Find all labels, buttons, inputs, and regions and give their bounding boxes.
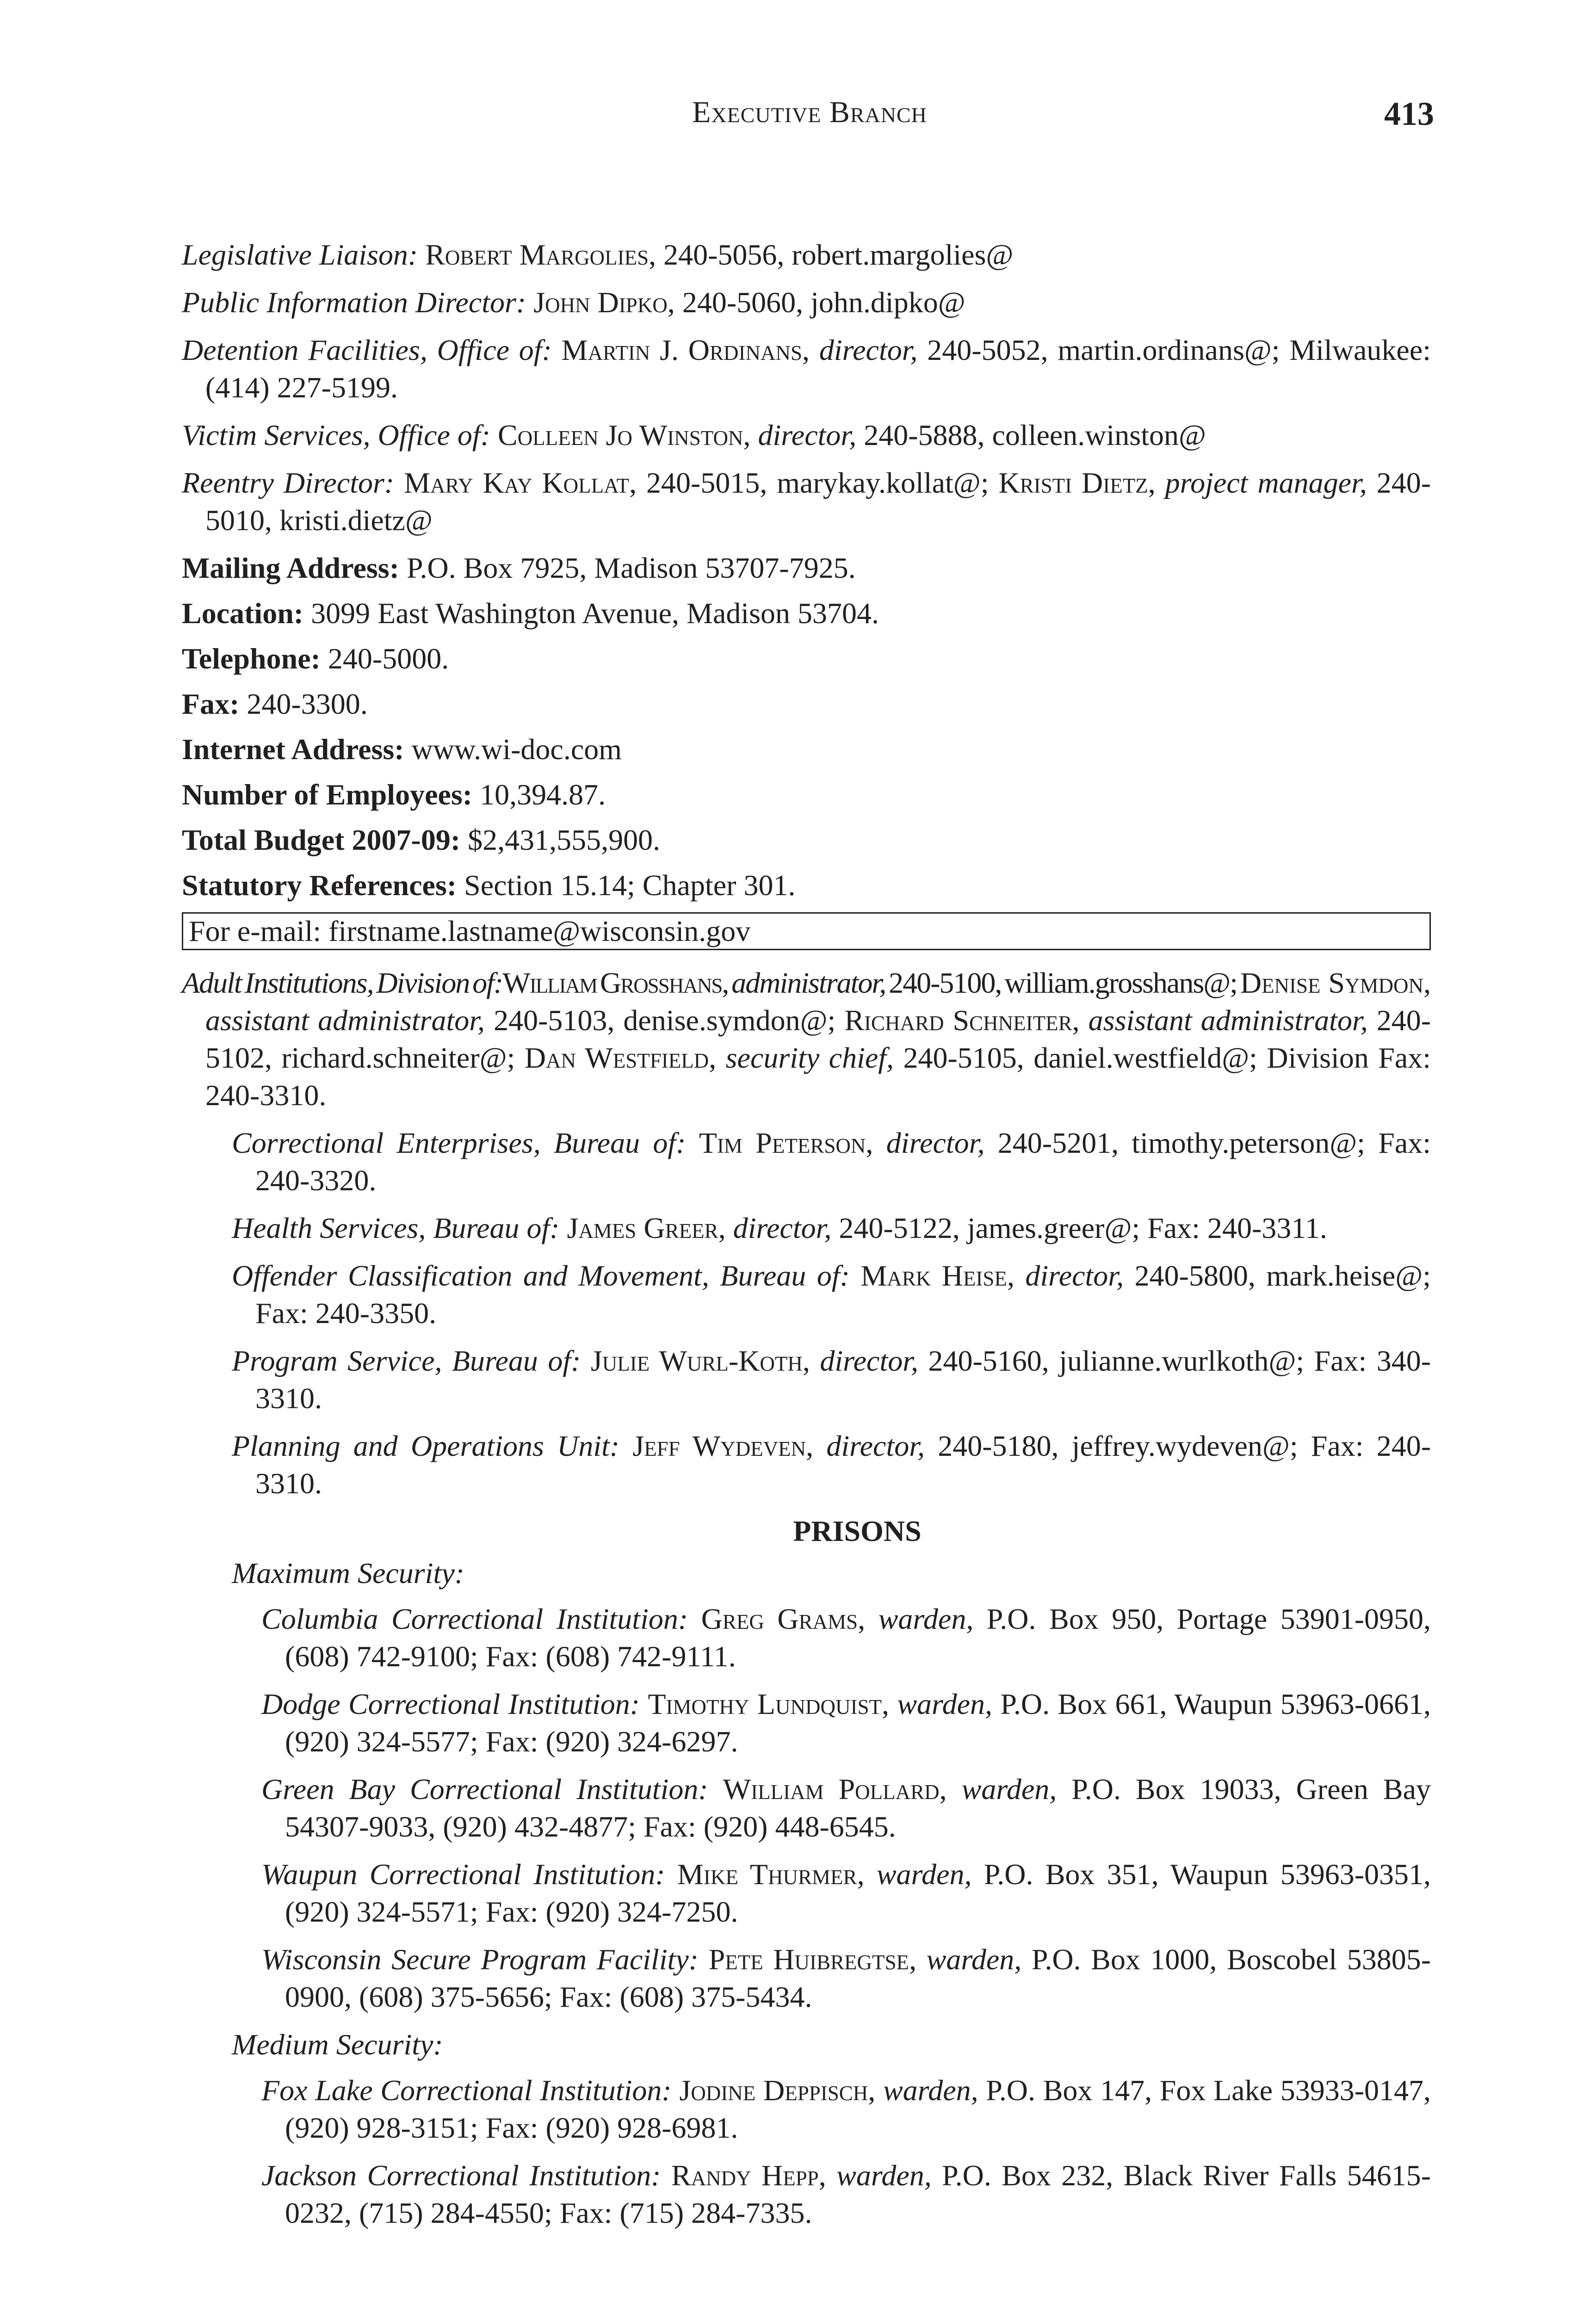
info-location — [182, 594, 1431, 632]
contact-role: director, — [733, 1212, 832, 1244]
warden-role: warden, — [876, 1858, 972, 1891]
warden-name: Greg Grams — [701, 1602, 858, 1635]
contact-entry-public-information — [182, 284, 1431, 321]
contact-separator: , — [743, 419, 758, 451]
warden-name: Timothy Lundquist — [648, 1688, 882, 1720]
info-value: 3099 East Washington Avenue, Madison 53704. — [311, 597, 879, 630]
running-title: Executive Branch — [692, 95, 927, 129]
contact-entry-reentry-director — [182, 464, 1431, 539]
contact-role: director, — [820, 1344, 919, 1377]
warden-role: warden, — [961, 1773, 1057, 1806]
email-format-box: For e-mail: firstname.lastname@wisconsin.gov — [182, 912, 1431, 950]
contact-role: assistant administrator, — [1088, 1004, 1368, 1037]
prison-entry-dodge: Dodge Correctional Institution: Timothy Lundquist, warden, P.O. Box 661, Waupun 53963-0661, (920) 324-5577; Fax: (920) 324-6297. — [261, 1688, 1431, 1758]
info-mailing-address — [182, 549, 1431, 587]
contact-separator: , — [1148, 466, 1165, 499]
bureau-entry-correctional-enterprises: Correctional Enterprises, Bureau of: Tim Peterson, director, 240-5201, timothy.peterson@; Fax: 240-3320. — [232, 1126, 1431, 1197]
bureau-title: Program Service, Bureau of: — [232, 1344, 581, 1377]
info-value: www.wi-doc.com — [411, 733, 622, 766]
warden-role: warden, — [836, 2159, 932, 2192]
bureau-title: Health Services, Bureau of: — [232, 1212, 560, 1244]
contact-entry-victim-services — [182, 416, 1431, 454]
contact-name: Richard Schneiter — [844, 1004, 1072, 1037]
contact-name: Mark Heise — [860, 1259, 1007, 1292]
institution-details: P.O. Box 1000, Boscobel 53805-0900, (608) 375-5656; Fax: (608) 375-5434. — [285, 1943, 1431, 2013]
info-fax — [182, 685, 1431, 723]
contact-title: Legislative Liaison: — [182, 238, 418, 271]
contact-name: Denise Symdon — [1240, 966, 1424, 999]
prison-entry-waupun: Waupun Correctional Institution: Mike Thurmer, warden, P.O. Box 351, Waupun 53963-0351, (920) 324-5571; Fax: (920) 324-7250. — [261, 1858, 1431, 1928]
contact-details: 240-5160, julianne.wurlkoth@; Fax: 340-3310. — [255, 1344, 1431, 1415]
contact-role-secondary: project manager, — [1165, 466, 1367, 499]
contact-details: , 240-5015, marykay.kollat@; — [629, 466, 999, 499]
contact-details: 240-5103, denise.symdon@; — [485, 1004, 845, 1037]
contact-role: assistant administrator, — [205, 1004, 485, 1037]
prison-entry-fox-lake: Fox Lake Correctional Institution: Jodine Deppisch, warden, P.O. Box 147, Fox Lake 53933-0147, (920) 928-3151; Fax: (920) 928-6981. — [261, 2074, 1431, 2144]
warden-name: William Pollard — [723, 1773, 940, 1806]
institution-details: P.O. Box 351, Waupun 53963-0351, (920) 324-5571; Fax: (920) 324-7250. — [285, 1858, 1431, 1928]
contact-details: 240-5800, mark.heise@; Fax: 240-3350. — [255, 1259, 1431, 1330]
contact-details: 240-5102, richard.schneiter@; — [205, 1004, 1431, 1074]
bureau-title: Offender Classification and Movement, Bureau of: — [232, 1259, 850, 1292]
running-head — [0, 95, 1596, 136]
page-number: 413 — [1384, 95, 1434, 132]
agency-info — [182, 549, 1431, 904]
contact-name-secondary: Kristi Dietz — [998, 466, 1148, 499]
contact-name: Colleen Jo Winston — [498, 419, 743, 451]
info-label: Internet Address: — [182, 733, 404, 766]
contact-name: John Dipko — [533, 286, 668, 319]
contact-role: security chief, — [725, 1041, 894, 1074]
warden-name: Pete Huibregtse — [708, 1943, 909, 1976]
bureau-title: Correctional Enterprises, Bureau of: — [232, 1126, 686, 1159]
contact-name: Dan Westfield — [524, 1041, 709, 1074]
warden-role: warden, — [883, 2074, 978, 2107]
institution-title: Fox Lake Correctional Institution: — [261, 2074, 672, 2107]
contact-name: James Greer — [567, 1212, 718, 1244]
prison-entry-columbia: Columbia Correctional Institution: Greg Grams, warden, P.O. Box 950, Portage 53901-0950, (608) 742-9100; Fax: (608) 742-9111. — [261, 1602, 1431, 1673]
info-value: Section 15.14; Chapter 301. — [464, 869, 796, 902]
warden-role: warden, — [897, 1688, 992, 1720]
info-value: 10,394.87. — [480, 778, 606, 811]
page-content — [182, 236, 1431, 2242]
prison-entry-green-bay: Green Bay Correctional Institution: William Pollard, warden, P.O. Box 19033, Green Bay 54307-9033, (920) 432-4877; Fax: (920) 448-6545. — [261, 1773, 1431, 1843]
institution-title: Wisconsin Secure Program Facility: — [261, 1943, 699, 1976]
contact-title: Reentry Director: — [182, 466, 395, 499]
contact-role: director, — [886, 1126, 985, 1159]
contact-name: Tim Peterson — [699, 1126, 866, 1159]
prisons-heading: PRISONS — [793, 1515, 922, 1547]
contact-details: 240-5888, colleen.winston@ — [856, 419, 1206, 451]
maximum-security-heading: Maximum Security: — [232, 1557, 464, 1589]
contact-details: 240-5180, jeffrey.wydeven@; Fax: 240-3310. — [255, 1429, 1431, 1500]
info-value: 240-3300. — [247, 687, 368, 720]
contact-title: Public Information Director: — [182, 286, 526, 319]
institution-details: P.O. Box 232, Black River Falls 54615-0232, (715) 284-4550; Fax: (715) 284-7335. — [285, 2159, 1431, 2229]
contact-entry-legislative-liaison — [182, 236, 1431, 273]
bureau-entry-planning-operations: Planning and Operations Unit: Jeff Wydeven, director, 240-5180, jeffrey.wydeven@; Fax: 240-3310. — [232, 1429, 1431, 1500]
info-value: $2,431,555,900. — [468, 823, 661, 856]
info-label: Telephone: — [182, 642, 321, 675]
info-value: P.O. Box 7925, Madison 53707-7925. — [407, 551, 856, 584]
warden-name: Mike Thurmer — [677, 1858, 857, 1891]
contact-title: Victim Services, Office of: — [182, 419, 490, 451]
info-value: 240-5000. — [328, 642, 449, 675]
info-statutory-references — [182, 866, 1431, 904]
info-label: Number of Employees: — [182, 778, 473, 811]
contact-name: Robert Margolies — [425, 238, 649, 271]
institution-title: Dodge Correctional Institution: — [261, 1688, 640, 1720]
institution-title: Jackson Correctional Institution: — [261, 2159, 661, 2192]
warden-name: Randy Hepp — [671, 2159, 819, 2192]
contact-entry-detention-facilities — [182, 331, 1431, 406]
institution-details: P.O. Box 19033, Green Bay 54307-9033, (920) 432-4877; Fax: (920) 448-6545. — [285, 1773, 1431, 1843]
warden-role: warden, — [926, 1943, 1022, 1976]
info-label: Total Budget 2007-09: — [182, 823, 461, 856]
warden-name: Jodine Deppisch — [679, 2074, 868, 2107]
contact-separator: , — [802, 334, 819, 366]
contact-role: director, — [758, 419, 857, 451]
info-label: Statutory References: — [182, 869, 457, 902]
info-label: Location: — [182, 597, 304, 630]
adult-institutions-entry: Adult Institutions, Division of:William Grosshans, administrator, 240-5100, william.grosshans@; Denise Symdon, assistant administrator, 240-5103, denise.symdon@; Richard Schneiter, assistant administrator, 240-5102, richard.schneiter@; Dan Westfield, security chief, 240-5105, daniel.westfield@; Division Fax: 240-3310. — [182, 966, 1431, 1112]
contact-details: 240-5201, timothy.peterson@; Fax: 240-3320. — [255, 1126, 1431, 1197]
warden-role: warden, — [878, 1602, 974, 1635]
institution-title: Columbia Correctional Institution: — [261, 1602, 688, 1635]
institution-title: Green Bay Correctional Institution: — [261, 1773, 708, 1806]
contact-details: , 240-5056, robert.margolies@ — [649, 238, 1014, 271]
contact-name: Julie Wurl-Koth — [590, 1344, 803, 1377]
info-internet-address — [182, 730, 1431, 768]
institution-details: P.O. Box 661, Waupun 53963-0661, (920) 324-5577; Fax: (920) 324-6297. — [285, 1688, 1431, 1758]
contact-name: Jeff Wydeven — [632, 1429, 806, 1462]
contact-role: administrator, — [731, 966, 886, 999]
division-title: Adult Institutions, Division of: — [182, 966, 503, 999]
contact-name: William Grosshans — [502, 966, 722, 999]
prison-entry-jackson: Jackson Correctional Institution: Randy Hepp, warden, P.O. Box 232, Black River Falls 54615-0232, (715) 284-4550; Fax: (715) 284-7335. — [261, 2159, 1431, 2229]
info-telephone — [182, 640, 1431, 677]
info-label: Fax: — [182, 687, 240, 720]
contact-details: , 240-5060, john.dipko@ — [667, 286, 965, 319]
contact-details-secondary: 240-5010, kristi.dietz@ — [205, 466, 1431, 537]
contact-title: Detention Facilities, Office of: — [182, 334, 552, 366]
contact-role: director, — [826, 1429, 925, 1462]
contact-details: 240-5100, william.grosshans@; — [885, 966, 1240, 999]
contact-name: Martin J. Ordinans — [561, 334, 803, 366]
contact-role: director, — [1025, 1259, 1124, 1292]
medium-security-heading: Medium Security: — [232, 2028, 443, 2061]
institution-details: P.O. Box 950, Portage 53901-0950, (608) 742-9100; Fax: (608) 742-9111. — [285, 1602, 1431, 1673]
contact-name: Mary Kay Kollat — [404, 466, 630, 499]
bureau-entry-health-services: Health Services, Bureau of: James Greer, director, 240-5122, james.greer@; Fax: 240-3311. — [232, 1212, 1327, 1244]
contact-details: 240-5052, martin.ordinans@; Milwaukee: (414) 227-5199. — [205, 334, 1431, 404]
contact-details: 240-5122, james.greer@; Fax: 240-3311. — [831, 1212, 1327, 1244]
institution-title: Waupun Correctional Institution: — [261, 1858, 665, 1891]
info-total-budget — [182, 821, 1431, 859]
info-number-of-employees — [182, 776, 1431, 813]
bureau-title: Planning and Operations Unit: — [232, 1429, 620, 1462]
contact-role: director, — [819, 334, 918, 366]
prison-entry-wisconsin-secure: Wisconsin Secure Program Facility: Pete Huibregtse, warden, P.O. Box 1000, Boscobel 53805-0900, (608) 375-5656; Fax: (608) 375-5434. — [261, 1943, 1431, 2013]
contact-details: 240-5105, daniel.westfield@; Division Fax: 240-3310. — [205, 1041, 1431, 1112]
bureau-entry-offender-classification: Offender Classification and Movement, Bureau of: Mark Heise, director, 240-5800, mark.heise@; Fax: 240-3350. — [232, 1259, 1431, 1330]
institution-details: P.O. Box 147, Fox Lake 53933-0147, (920) 928-3151; Fax: (920) 928-6981. — [285, 2074, 1431, 2144]
info-label: Mailing Address: — [182, 551, 399, 584]
bureau-entry-program-service: Program Service, Bureau of: Julie Wurl-Koth, director, 240-5160, julianne.wurlkoth@; Fax: 340-3310. — [232, 1344, 1431, 1415]
